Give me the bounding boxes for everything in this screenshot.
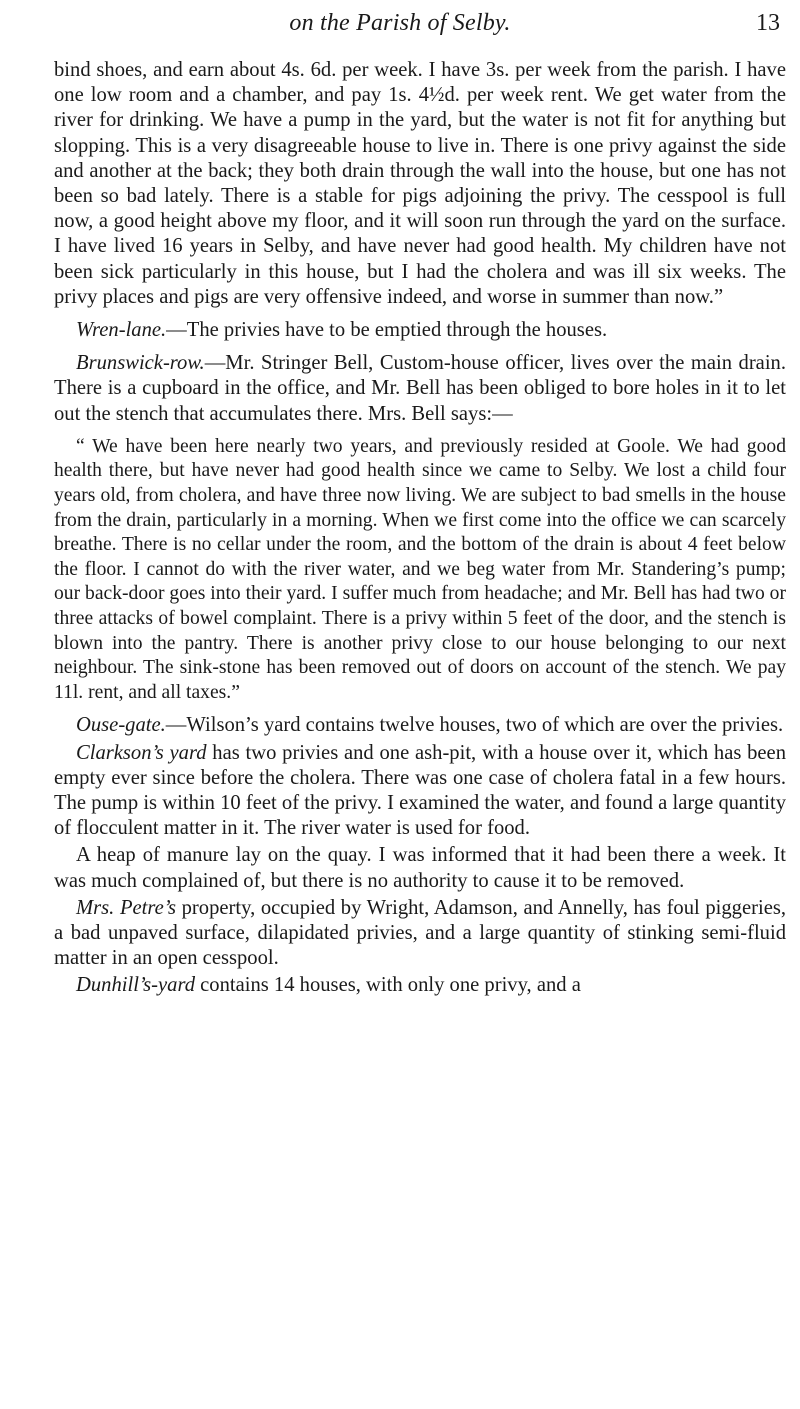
paragraph-text: A heap of manure lay on the quay. I was informed that it had been there a week. It was much complained of, but there is no authority to cause it to be removed.: [54, 844, 786, 892]
paragraph-ouse-gate: [54, 713, 786, 738]
quotation-mrs-bell: [54, 435, 786, 706]
paragraph-text: —Wilson’s yard contains twelve houses, two of which are over the privies.: [165, 714, 784, 737]
place-heading: Mrs. Petre’s: [76, 896, 177, 919]
paragraph-text: bind shoes, and earn about 4s. 6d. per week. I have 3s. per week from the parish. I have one low room and a chamber, and pay 1s. 4½d. per week rent. We get water from the river for drinking. We have a pump in the yard, but the water is not fit for anything but slopping. This is a very disagreeable house to live in. There is one privy against the side and another at the back; they both drain through the wall into the house, but one has not been so bad lately. There is a stable for pigs adjoining the privy. The cesspool is full now, a good height above my floor, and it will soon run through the yard on the surface. I have lived 16 years in Selby, and have never had good health. My children have not been sick particularly in this house, but I had the cholera and was ill six weeks. The privy places and pigs are very offensive indeed, and worse in summer than now.”: [54, 59, 786, 308]
paragraph-text: —The privies have to be emptied through the houses.: [166, 319, 608, 342]
place-heading: Wren-lane.: [76, 319, 167, 342]
page-number: 13: [756, 10, 780, 36]
paragraph-manure-heap: [54, 843, 786, 893]
paragraph-continued: [54, 58, 786, 310]
page-header: [0, 0, 800, 58]
place-heading: Dunhill’s-yard: [76, 974, 195, 997]
paragraph-text: contains 14 houses, with only one privy, and a: [195, 974, 581, 997]
body-text: [54, 58, 786, 999]
paragraph-wren-lane: [54, 318, 786, 343]
paragraph-dunhills-yard: [54, 973, 786, 998]
paragraph-clarksons-yard: [54, 741, 786, 842]
paragraph-text: property, occupied by Wright, Adamson, and Annelly, has foul piggeries, a bad unpaved surface, dilapidated privies, and a large quantity of stinking semi-fluid matter in an open cesspool.: [54, 896, 787, 970]
paragraph-mrs-petres-property: [54, 896, 786, 972]
place-heading: Clarkson’s yard: [76, 741, 207, 764]
paragraph-text: —Mr. Stringer Bell, Custom-house officer, lives over the main drain. There is a cupboard in the office, and Mr. Bell has been obliged to bore holes in it to let out the stench that accumulates there. Mrs. Bell says:—: [54, 352, 786, 425]
running-title: on the Parish of Selby.: [289, 10, 511, 36]
paragraph-brunswick-row: [54, 351, 786, 427]
place-heading: Ouse-gate.: [76, 714, 166, 737]
place-heading: Brunswick-row.: [76, 352, 205, 375]
paragraph-text: has two privies and one ash-pit, with a house over it, which has been empty ever since before the cholera. There was one case of cholera fatal in a few hours. The pump is within 10 feet of the privy. I examined the water, and found a large quantity of flocculent matter in it. The river water is used for food.: [54, 741, 786, 840]
paragraph-text: “ We have been here nearly two years, and previously resided at Goole. We had good health there, but have never had good health since we came to Selby. We lost a child four years old, from cholera, and have three now living. We are subject to bad smells in the house from the drain, particularly in a morning. When we first come into the office we can scarcely breathe. There is no cellar under the room, and the bottom of the drain is about 4 feet below the floor. I cannot do with the river water, and we beg water from Mr. Standering’s pump; our back-door goes into their yard. I suffer much from headache; and Mr. Bell has had two or three attacks of bowel complaint. There is a privy within 5 feet of the door, and the stench is blown into the pantry. There is another privy close to our house belonging to our next neighbour. The sink-stone has been removed out of doors on account of the stench. We pay 11l. rent, and all taxes.”: [54, 435, 786, 703]
